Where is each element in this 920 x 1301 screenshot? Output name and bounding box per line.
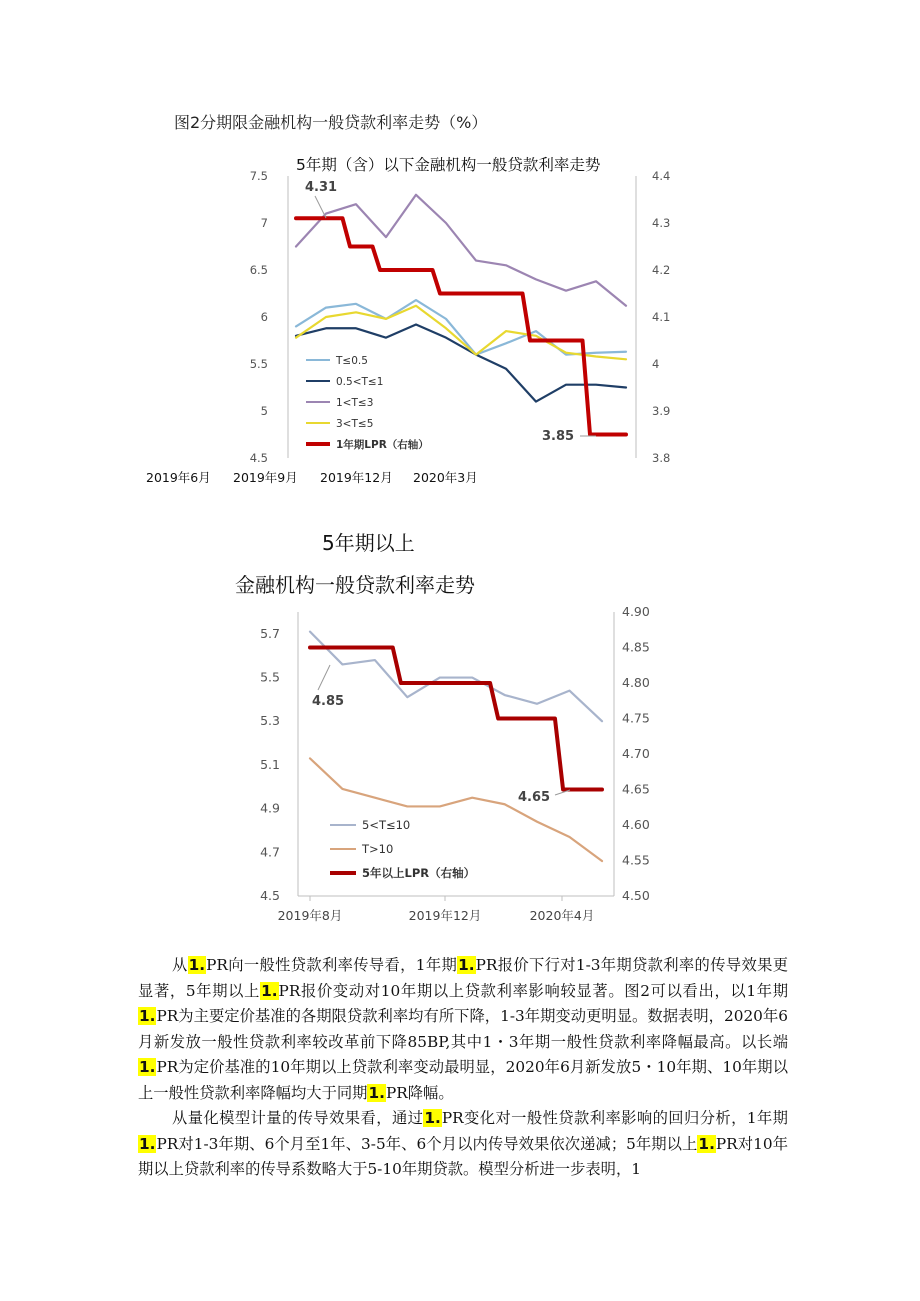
right-axis-tick: 4.60: [622, 817, 650, 832]
text-run: PR变化对一般性贷款利率影响的回归分析，1年期: [441, 1109, 788, 1127]
right-axis-tick: 3.8: [652, 451, 671, 465]
series-line-2: [310, 648, 602, 790]
right-axis-tick: 4.70: [622, 746, 650, 761]
right-axis-tick: 4.65: [622, 781, 650, 797]
legend-label: 5<T≤10: [362, 818, 411, 832]
highlight-mark: 1.: [458, 956, 475, 974]
right-axis-tick: 3.9: [652, 404, 671, 418]
left-axis-tick: 4.7: [260, 844, 280, 860]
left-axis-tick: 4.5: [260, 888, 280, 903]
text-run: 从: [172, 956, 188, 974]
legend-label: 1<T≤3: [336, 397, 374, 409]
left-axis-tick: 5.5: [249, 357, 268, 371]
x-axis-tick: 2020年4月: [529, 908, 595, 923]
chart2-title-line1: 5年期以上: [322, 531, 415, 555]
highlight-mark: 1.: [188, 956, 206, 974]
annotation-leader: [318, 665, 330, 690]
figure-caption: 图2分期限金融机构一般贷款利率走势（%）: [174, 113, 488, 132]
right-axis-tick: 4.80: [622, 675, 650, 690]
right-axis-tick: 4.50: [622, 888, 650, 903]
left-axis-tick: 4.5: [249, 451, 268, 465]
highlight-mark: 1.: [424, 1109, 441, 1127]
highlight-mark: 1.: [368, 1083, 385, 1102]
right-axis-tick: 4.75: [622, 710, 650, 726]
left-axis-tick: 7.5: [249, 169, 268, 183]
text-run: PR对1-3年期、6个月至1年、3-5年、6个月以内传导效果依次递减；5年期以上: [156, 1134, 698, 1153]
left-axis-tick: 5: [260, 404, 268, 418]
data-label: 4.65: [518, 790, 551, 805]
right-axis-tick: 4.3: [652, 216, 671, 230]
left-axis-tick: 6.5: [249, 263, 268, 277]
chart1-x-label: 2020年3月: [413, 470, 478, 485]
body-text: [138, 953, 788, 1183]
chart-title: 5年期（含）以下金融机构一般贷款利率走势: [296, 156, 601, 174]
text-run: 从量化模型计量的传导效果看，通过: [172, 1109, 424, 1127]
right-axis-tick: 4: [652, 357, 660, 371]
paragraph-1: [138, 953, 788, 1106]
left-axis-tick: 6: [260, 310, 268, 324]
series-line-1: [310, 758, 602, 861]
text-run: PR为定价基准的10年期以上贷款利率变动最明显，2020年6月新发放5・10年期、10年期以上一般性贷款利率降幅均大于同期: [138, 1058, 788, 1102]
right-axis-tick: 4.4: [652, 169, 671, 183]
text-run: PR向一般性贷款利率传导看，1年期: [206, 956, 458, 974]
chart1-x-label: 2019年9月: [233, 470, 298, 485]
series-line-0: [310, 632, 602, 722]
x-axis-tick: 2019年12月: [408, 908, 482, 923]
text-run: PR报价变动对10年期以上贷款利率影响较显著。图2可以看出，以1年期: [278, 981, 788, 1000]
legend-label: 5年以上LPR（右轴）: [362, 866, 476, 880]
x-axis-tick: 2019年8月: [277, 908, 343, 923]
left-axis-tick: 5.5: [260, 669, 280, 685]
legend-label: 3<T≤5: [336, 418, 374, 430]
chart2-title-line2: 金融机构一般贷款利率走势: [235, 573, 475, 597]
left-axis-tick: 5.1: [260, 756, 280, 772]
text-run: PR对10年期以上贷款利率的传导系数略大于5-10年期贷款。模型分析进一步表明，1: [138, 1134, 788, 1178]
data-label: 4.31: [305, 180, 338, 195]
data-label: 4.85: [312, 694, 345, 709]
left-axis-tick: 5.3: [260, 713, 280, 729]
chart1-x-label: 2019年12月: [320, 470, 393, 485]
text-run: PR为主要定价基准的各期限贷款利率均有所下降，1-3年期变动更明显。数据表明，2020年6月新发放一般性贷款利率较改革前下降85BP,其中1・3年期一般性贷款利率降幅最高。以长端: [138, 1007, 788, 1051]
legend-label: 0.5<T≤1: [336, 376, 384, 388]
right-axis-tick: 4.2: [652, 263, 671, 277]
legend-label: 1年期LPR（右轴）: [336, 439, 429, 451]
left-axis-tick: 7: [260, 216, 268, 230]
highlight-mark: 1.: [139, 1058, 156, 1076]
highlight-mark: 1.: [261, 981, 278, 1000]
right-axis-tick: 4.85: [622, 639, 650, 655]
left-axis-tick: 5.7: [260, 625, 280, 641]
left-axis-tick: 4.9: [260, 800, 280, 816]
highlight-mark: 1.: [698, 1134, 715, 1153]
right-axis-tick: 4.90: [622, 604, 650, 619]
paragraph-2: [138, 1106, 788, 1183]
right-axis-tick: 4.1: [652, 310, 671, 324]
highlight-mark: 1.: [139, 1007, 156, 1025]
text-run: PR降幅。: [385, 1083, 454, 1102]
highlight-mark: 1.: [139, 1134, 156, 1153]
data-label: 3.85: [542, 429, 575, 444]
legend-label: T>10: [362, 842, 394, 856]
text-run: PR报价下行对1-3年期贷款利率的传导效果更显著，5年期以上: [138, 956, 788, 1000]
legend-label: T≤0.5: [336, 355, 368, 367]
right-axis-tick: 4.55: [622, 852, 650, 868]
chart1-x-label: 2019年6月: [146, 470, 211, 485]
